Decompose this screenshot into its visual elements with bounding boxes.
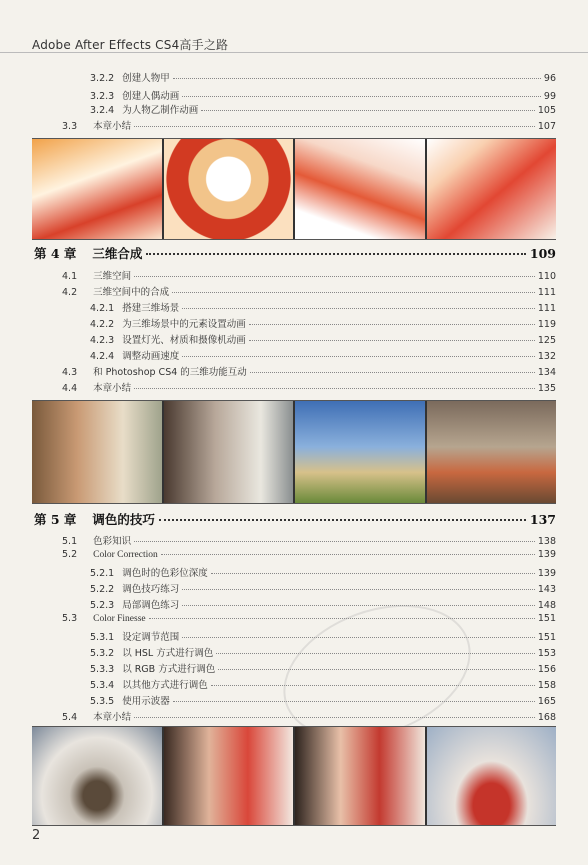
toc-leader	[250, 372, 535, 373]
toc-leader	[182, 356, 535, 357]
toc-entry-number: 3.2.4	[90, 105, 115, 116]
toc-entry-title: 以 RGB 方式进行调色	[122, 664, 216, 675]
toc-entry-title: 设置灯光、材质和摄像机动画	[122, 335, 246, 346]
cartoon-frame	[164, 139, 294, 239]
toc-entry-page: 111	[537, 303, 556, 314]
toc-entry[interactable]	[62, 549, 556, 560]
toc-entry-title: 和 Photoshop CS4 的三维功能互动	[93, 367, 247, 378]
toc-leader	[172, 292, 535, 293]
toc-entry-page: 153	[537, 648, 556, 659]
toc-entry-page: 119	[537, 319, 556, 330]
toc-entry-page: 110	[537, 271, 556, 282]
toc-entry[interactable]	[90, 88, 556, 102]
toc-entry-number: 5.3.4	[90, 680, 115, 691]
cartoon-frame	[32, 139, 162, 239]
toc-entry-page: 168	[537, 712, 556, 723]
toc-entry-title: 本章小结	[93, 121, 132, 132]
toc-entry[interactable]	[62, 268, 556, 282]
toc-entry-number: 5.2.1	[90, 568, 115, 579]
toc-entry-title: Color Correction	[93, 550, 158, 560]
illustration-strip	[32, 138, 556, 240]
portrait-photo	[164, 727, 294, 825]
chapter-page: 137	[529, 512, 556, 527]
toc-entry[interactable]	[62, 533, 556, 547]
toc-entry-number: 3.2.2	[90, 73, 115, 84]
toc-entry-page: 151	[537, 613, 556, 624]
toc-entry-page: 111	[537, 287, 556, 298]
toc-entry-number: 5.2	[62, 549, 78, 560]
toc-entry[interactable]	[90, 332, 556, 346]
toc-entry-number: 4.2	[62, 287, 78, 298]
toc-entry-page: 158	[537, 680, 556, 691]
toc-entry[interactable]	[90, 565, 556, 579]
toc-entry-page: 151	[537, 632, 556, 643]
toc-entry-number: 4.2.2	[90, 319, 115, 330]
toc-entry[interactable]	[62, 118, 556, 132]
toc-entry[interactable]	[90, 316, 556, 330]
toc-leader	[159, 519, 526, 521]
toc-entry-page: 156	[537, 664, 556, 675]
toc-entry-title: 三维空间	[93, 271, 132, 282]
toc-entry[interactable]	[90, 300, 556, 314]
toc-entry-page: 165	[537, 696, 556, 707]
outdoor-photo	[427, 401, 557, 503]
toc-entry-page: 99	[543, 91, 556, 102]
toc-leader	[134, 126, 535, 127]
toc-entry-number: 5.3.5	[90, 696, 115, 707]
scene-photo	[427, 727, 557, 825]
toc-entry-page: 96	[543, 73, 556, 84]
toc-entry-number: 5.3.2	[90, 648, 115, 659]
toc-entry[interactable]	[62, 613, 556, 624]
toc-entry-number: 4.1	[62, 271, 78, 282]
toc-entry-title: 调整动画速度	[122, 351, 180, 362]
toc-entry-page: 139	[537, 549, 556, 560]
toc-leader	[201, 110, 535, 111]
toc-entry-page: 138	[537, 536, 556, 547]
toc-entry-number: 5.1	[62, 536, 78, 547]
toc-leader	[249, 324, 535, 325]
chapter-heading[interactable]	[34, 510, 556, 528]
toc-leader	[161, 554, 535, 555]
chapter-heading[interactable]	[34, 244, 556, 262]
toc-entry-title: 以其他方式进行调色	[122, 680, 208, 691]
toc-leader	[182, 605, 535, 606]
toc-entry[interactable]	[90, 70, 556, 84]
chapter-title: 三维合成	[92, 246, 143, 261]
toc-entry-number: 5.3.3	[90, 664, 115, 675]
chapter-label: 第 4 章	[34, 246, 77, 261]
toc-entry-page: 107	[537, 121, 556, 132]
toc-entry[interactable]	[62, 380, 556, 394]
toc-entry-title: 调色时的色彩位深度	[122, 568, 208, 579]
toc-entry-page: 105	[537, 105, 556, 116]
chapter-label: 第 5 章	[34, 512, 77, 527]
toc-entry-title: 本章小结	[93, 383, 132, 394]
cartoon-frame	[427, 139, 557, 239]
toc-leader	[182, 589, 535, 590]
page-number: 2	[32, 828, 41, 843]
toc-entry-title: 使用示波器	[122, 696, 170, 707]
toc-entry[interactable]	[62, 284, 556, 298]
chapter-page: 109	[529, 246, 556, 261]
toc-leader	[182, 96, 541, 97]
toc-entry-title: 搭建三维场景	[122, 303, 180, 314]
toc-entry-title: 为三维场景中的元素设置动画	[122, 319, 246, 330]
toc-leader	[134, 388, 535, 389]
toc-entry-number: 5.3.1	[90, 632, 115, 643]
toc-leader	[134, 541, 535, 542]
toc-leader	[173, 78, 541, 79]
running-header: Adobe After Effects CS4高手之路	[32, 38, 229, 52]
toc-entry-page: 132	[537, 351, 556, 362]
photo-strip	[32, 726, 556, 826]
header-rule	[0, 52, 588, 53]
toc-entry-number: 5.4	[62, 712, 78, 723]
toc-entry-number: 3.2.3	[90, 91, 115, 102]
toc-entry-number: 4.2.4	[90, 351, 115, 362]
toc-entry-number: 3.3	[62, 121, 78, 132]
toc-entry[interactable]	[90, 102, 556, 116]
toc-entry-title: 以 HSL 方式进行调色	[122, 648, 214, 659]
toc-entry-number: 5.2.2	[90, 584, 115, 595]
toc-entry-title: 设定调节范围	[122, 632, 180, 643]
chapter-title: 调色的技巧	[92, 512, 155, 527]
toc-entry-number: 4.4	[62, 383, 78, 394]
toc-entry[interactable]	[90, 348, 556, 362]
toc-entry-page: 139	[537, 568, 556, 579]
toc-entry-number: 4.2.1	[90, 303, 115, 314]
toc-entry[interactable]	[62, 364, 556, 378]
toc-entry-title: 局部调色练习	[122, 600, 180, 611]
photo-strip	[32, 400, 556, 504]
toc-leader	[249, 340, 535, 341]
toc-entry-title: 为人物乙制作动画	[122, 105, 199, 116]
toc-entry-page: 125	[537, 335, 556, 346]
toc-entry[interactable]	[90, 581, 556, 595]
toc-leader	[182, 308, 535, 309]
toc-entry-page: 143	[537, 584, 556, 595]
toc-entry-number: 4.3	[62, 367, 78, 378]
toc-entry-title: 创建人物甲	[122, 73, 170, 84]
toc-entry-page: 135	[537, 383, 556, 394]
outdoor-photo	[295, 401, 425, 503]
portrait-photo	[295, 727, 425, 825]
cartoon-frame	[295, 139, 425, 239]
toc-entry-title: Color Finesse	[93, 614, 146, 624]
scene-photo	[32, 727, 162, 825]
portrait-photo	[164, 401, 294, 503]
toc-entry-title: 创建人偶动画	[122, 91, 180, 102]
toc-leader	[134, 276, 535, 277]
toc-entry-number: 4.2.3	[90, 335, 115, 346]
toc-entry-title: 本章小结	[93, 712, 132, 723]
toc-leader	[211, 573, 535, 574]
toc-entry-page: 134	[537, 367, 556, 378]
toc-leader	[146, 253, 525, 255]
toc-entry-title: 三维空间中的合成	[93, 287, 170, 298]
toc-entry-page: 148	[537, 600, 556, 611]
toc-entry-title: 色彩知识	[93, 536, 132, 547]
toc-entry-title: 调色技巧练习	[122, 584, 180, 595]
portrait-photo	[32, 401, 162, 503]
toc-entry-number: 5.3	[62, 613, 78, 624]
toc-entry-number: 5.2.3	[90, 600, 115, 611]
toc-entry[interactable]	[90, 597, 556, 611]
